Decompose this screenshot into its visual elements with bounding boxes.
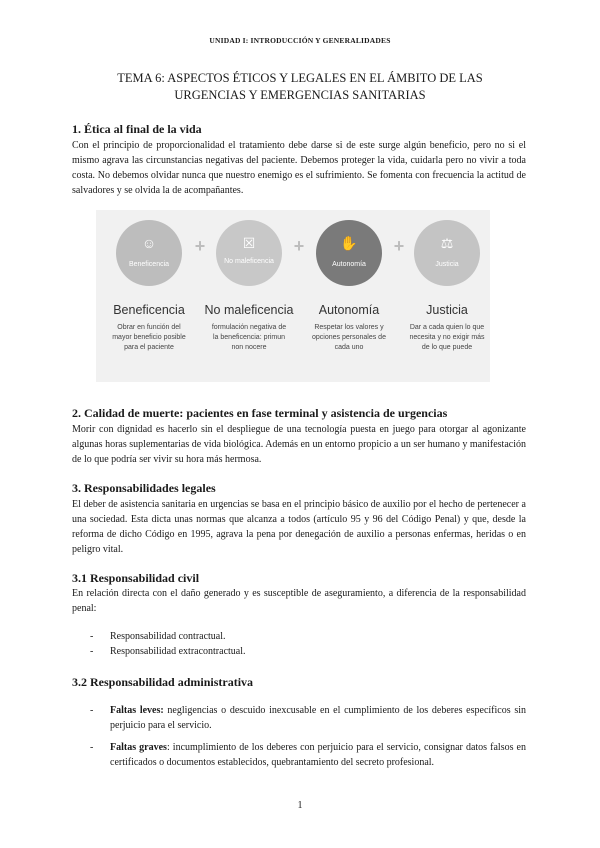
- list-item-term: Faltas leves:: [110, 705, 164, 716]
- administrative-liability-list: [90, 703, 526, 770]
- principle-name-autonomia: Autonomía: [318, 303, 380, 317]
- list-item-term: Faltas graves: [110, 742, 167, 753]
- list-item-text: : incumplimiento de los deberes con perjuicio para el servicio, consignar datos falsos en certificados o documentos establecidos, quebrantamiento del secreto profesional.: [110, 742, 526, 768]
- plus-icon: +: [393, 236, 405, 256]
- principle-desc-autonomia: Respetar los valores y opciones personales de cada uno: [312, 324, 386, 351]
- list-dash: -: [90, 646, 94, 657]
- list-item-text: Responsabilidad extracontractual.: [110, 646, 246, 657]
- principle-circle-label: Justicia: [435, 261, 459, 268]
- plus-icon: +: [194, 236, 206, 256]
- section-1-heading: 1. Ética al final de la vida: [72, 122, 202, 136]
- principle-name-justicia: Justicia: [426, 303, 468, 317]
- list-item: [90, 629, 526, 644]
- page-number: 1: [297, 800, 303, 811]
- principle-name-no-maleficencia: No maleficencia: [204, 303, 294, 317]
- principle-circle-label: Autonomía: [332, 261, 366, 268]
- chapter-title-line-2: URGENCIAS Y EMERGENCIAS SANITARIAS: [174, 88, 426, 102]
- principle-circle-justicia: [414, 220, 480, 286]
- section-2-body: Morir con dignidad es hacerlo sin el despliegue de una tecnología puesta en juego para otorgar al agonizante algunas horas suplementarias de vida biológica. Además en un entorno propicio a un ser humano y manifestación de lo que podría ser vivir su hora más hermosa.: [72, 424, 526, 465]
- section-3-1-heading: 3.1 Responsabilidad civil: [72, 571, 200, 585]
- chapter-title: [60, 70, 540, 104]
- section-1-body: Con el principio de proporcionalidad el tratamiento debe darse si de este surge algún beneficio, pero no si el mismo agrava las circunstancias negativas del paciente. Debemos proteger la vida, cuidarla pero no vivir a toda costa. No debemos olvidar nunca que nuestro enemigo es el sufrimiento. Se fomenta con frecuencia la actitud de salvadores y se olvida la de acompañantes.: [72, 140, 526, 196]
- hand-icon: ✋: [340, 235, 358, 251]
- section-3-heading: 3. Responsabilidades legales: [72, 481, 216, 495]
- section-3-body: El deber de asistencia sanitaria en urgencias se basa en el principio básico de auxilio por el hecho de pertenecer a una sociedad. Esta dicta unas normas que alcanza a todos (artículo 95 y 96 del Código Penal) y que, desde la reforma de dicho Código en 1995, agrava la pena por denegación de auxilio a personas enfermas, heridas o en peligro vital.: [72, 499, 526, 555]
- smiley-icon: ☺: [141, 235, 157, 251]
- scales-icon: ⚖: [440, 235, 454, 251]
- principle-circle-no-maleficencia: [216, 220, 282, 286]
- list-item: [90, 740, 526, 770]
- list-dash: -: [90, 631, 94, 642]
- section-3-1-body: En relación directa con el daño generado y es susceptible de aseguramiento, a diferencia de la responsabilidad penal:: [72, 588, 526, 614]
- civil-liability-list: [90, 629, 526, 659]
- list-item-text: Responsabilidad contractual.: [110, 631, 226, 642]
- list-item-text: negligencias o descuido inexcusable en el cumplimiento de los deberes específicos sin perjuicio para el servicio.: [110, 705, 526, 731]
- list-item: [90, 703, 526, 733]
- principle-circle-autonomia: [316, 220, 382, 286]
- principle-circle-label: Beneficencia: [128, 261, 170, 268]
- plus-icon: +: [293, 236, 305, 256]
- list-item: [90, 644, 526, 659]
- list-dash: -: [90, 742, 94, 753]
- section-2-heading: 2. Calidad de muerte: pacientes en fase terminal y asistencia de urgencias: [72, 406, 448, 420]
- principle-desc-no-maleficencia: formulación negativa de la beneficencia: primun non nocere: [211, 324, 287, 351]
- section-3-2-heading: 3.2 Responsabilidad administrativa: [72, 675, 254, 689]
- bioethics-principles-figure: [96, 210, 490, 382]
- running-header: UNIDAD I: INTRODUCCIÓN Y GENERALIDADES: [209, 36, 391, 45]
- principle-desc-beneficencia: Obrar en función del mayor beneficio posible para el paciente: [112, 324, 186, 351]
- principle-name-beneficencia: Beneficencia: [113, 303, 185, 317]
- list-dash: -: [90, 705, 94, 716]
- cross-box-icon: ☒: [242, 235, 256, 251]
- principle-circle-beneficencia: [116, 220, 182, 286]
- principle-desc-justicia: Dar a cada quien lo que necesita y no exigir más de lo que puede: [409, 324, 485, 351]
- principle-circle-label: No maleficencia: [224, 258, 274, 265]
- chapter-title-line-1: TEMA 6: ASPECTOS ÉTICOS Y LEGALES EN EL ÁMBITO DE LAS: [117, 71, 483, 85]
